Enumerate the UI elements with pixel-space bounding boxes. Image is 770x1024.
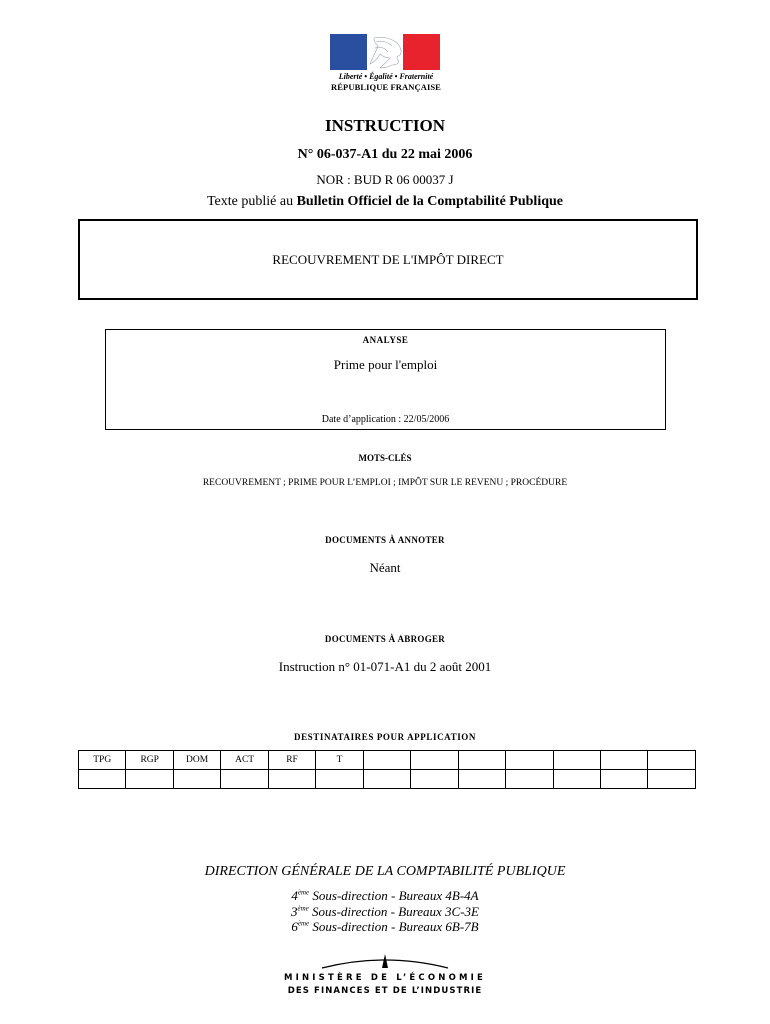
publication-bulletin: Bulletin Officiel de la Comptabilité Publique [296,194,563,209]
recipient-check-cell [363,770,410,789]
recipient-check-cell [79,770,126,789]
keywords-text: RECOUVREMENT ; PRIME POUR L’EMPLOI ; IMPÔT SUR LE REVENU ; PROCÉDURE [202,478,568,488]
republic-logo [330,34,442,92]
logo-red-band [403,34,440,70]
keywords-title: MOTS-CLÉS [358,453,412,463]
logo-blue-band [330,34,367,70]
marianne-logo-icon [330,34,440,70]
recipient-check-cell [126,770,173,789]
recipient-cell [458,751,505,770]
documents-to-abrogate-value: Instruction n° 01-071-A1 du 2 août 2001 [278,659,492,674]
documents-to-abrogate-title: DOCUMENTS À ABROGER [324,634,446,644]
recipient-cell: ACT [221,751,268,770]
subdirection-ordinal: ème [297,888,310,897]
recipient-check-cell [458,770,505,789]
recipient-cell [506,751,553,770]
recipient-cell [363,751,410,770]
direction-name: DIRECTION GÉNÉRALE DE LA COMPTABILITÉ PUBLIQUE [204,864,566,879]
recipient-cell: TPG [79,751,126,770]
analysis-text: Prime pour l'emploi [333,357,438,372]
recipients-title: DESTINATAIRES POUR APPLICATION [293,732,477,742]
subject-text: RECOUVREMENT DE L'IMPÔT DIRECT [272,252,504,267]
nor-reference: NOR : BUD R 06 00037 J [316,172,454,187]
recipients-header-row [79,751,696,770]
subdirection-line [0,919,770,935]
recipient-check-cell [316,770,363,789]
ministry-line-2: DES FINANCES ET DE L’INDUSTRIE [287,986,483,996]
instruction-number: N° 06-037-A1 du 22 mai 2006 [297,147,473,162]
recipient-cell: T [316,751,363,770]
subdirection-text: Sous-direction - Bureaux 6B-7B [309,919,479,934]
subdirection-number: 4 [291,888,298,903]
recipient-check-cell [221,770,268,789]
subject-box [78,219,698,300]
recipient-check-cell [506,770,553,789]
ministry-line-1: MINISTÈRE DE L’ÉCONOMIE [283,973,487,983]
subdirection-text: Sous-direction - Bureaux 3C-3E [308,904,479,919]
documents-to-annotate-title: DOCUMENTS À ANNOTER [325,535,445,545]
application-date: Date d’application : 22/05/2006 [321,414,450,425]
republic-motto: Liberté • Égalité • Fraternité [338,72,434,81]
analysis-box [105,329,666,430]
recipient-cell: RGP [126,751,173,770]
subdirection-number: 6 [291,919,298,934]
subdirection-text: Sous-direction - Bureaux 4B-4A [309,888,479,903]
recipient-check-cell [268,770,315,789]
recipient-check-cell [648,770,696,789]
analysis-title: ANALYSE [362,335,409,345]
recipient-check-cell [411,770,458,789]
recipients-table [78,750,696,789]
emblem-peak [382,954,388,968]
ministry-emblem-icon [320,946,450,970]
republic-name: RÉPUBLIQUE FRANÇAISE [331,82,441,92]
recipients-check-row [79,770,696,789]
publication-prefix: Texte publié au [206,194,297,209]
subdirection-number: 3 [291,904,298,919]
recipient-cell: DOM [173,751,220,770]
recipient-check-cell [553,770,600,789]
document-title: INSTRUCTION [325,116,445,135]
subdirection-ordinal: ème [297,904,309,913]
recipient-cell [553,751,600,770]
documents-to-annotate-value: Néant [369,560,401,575]
recipient-cell [600,751,647,770]
recipient-cell [648,751,696,770]
recipient-check-cell [600,770,647,789]
subdirection-line [0,904,770,920]
recipient-cell [411,751,458,770]
subdirection-ordinal: ème [297,919,310,928]
publication-line [0,194,770,210]
subdirection-line [0,888,770,904]
recipient-cell: RF [268,751,315,770]
recipient-check-cell [173,770,220,789]
